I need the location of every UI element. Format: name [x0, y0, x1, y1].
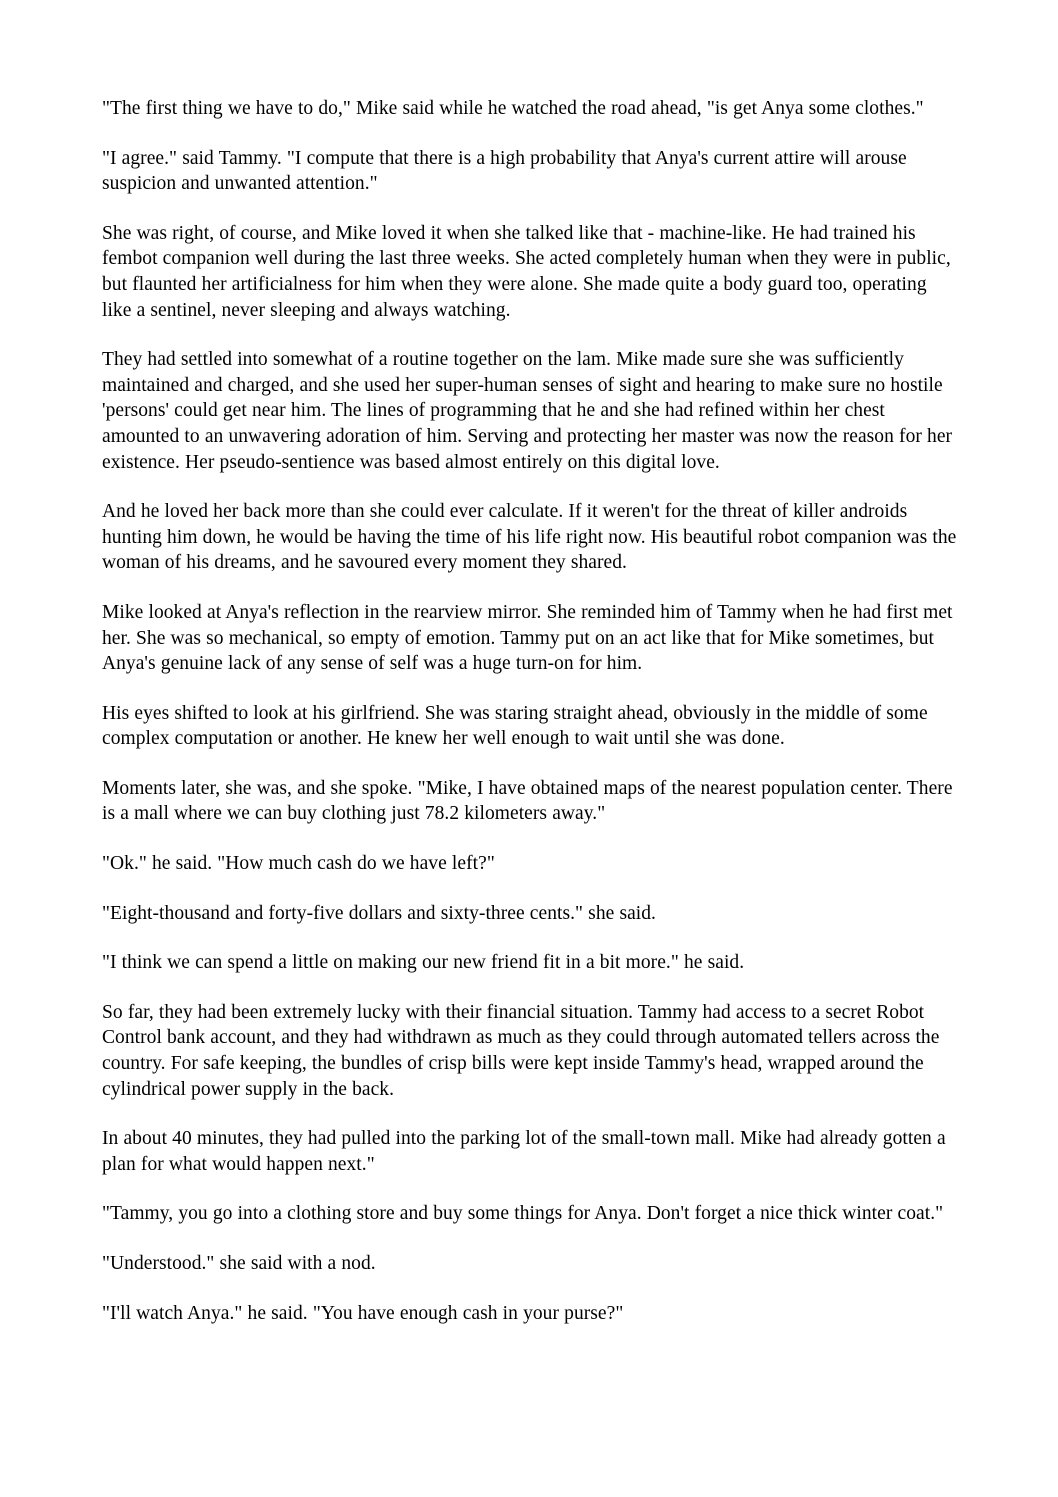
- paragraph: "Eight-thousand and forty-five dollars and sixty-three cents." she said.: [102, 902, 656, 924]
- document-body: [102, 96, 958, 1326]
- paragraph: His eyes shifted to look at his girlfriend. She was staring straight ahead, obviously in the middle of some complex computation or another. He knew her well enough to wait until she was done.: [102, 702, 928, 750]
- paragraph: "I think we can spend a little on making our new friend fit in a bit more." he said.: [102, 952, 745, 974]
- paragraph: And he loved her back more than she could ever calculate. If it weren't for the threat of killer androids hunting him down, he would be having the time of his life right now. His beautiful robot companion was the woman of his dreams, and he savoured every moment they shared.: [102, 501, 957, 574]
- paragraph: In about 40 minutes, they had pulled into the parking lot of the small-town mall. Mike had already gotten a plan for what would happen next.": [102, 1128, 946, 1175]
- paragraph: "Ok." he said. "How much cash do we have left?": [102, 853, 495, 875]
- paragraph: They had settled into somewhat of a routine together on the lam. Mike made sure she was sufficiently maintained and charged, and she used her super-human senses of sight and hearing to make sure no hostile 'persons' could get near him. The lines of programming that he and she had refined within her chest amounted to an unwavering adoration of him. Serving and protecting her master was now the reason for her existence. Her pseudo-sentience was based almost entirely on this digital love.: [102, 349, 953, 473]
- paragraph: "The first thing we have to do," Mike said while he watched the road ahead, "is get Anya some clothes.": [102, 98, 924, 119]
- paragraph: "I'll watch Anya." he said. "You have enough cash in your purse?": [102, 1302, 624, 1324]
- paragraph: So far, they had been extremely lucky with their financial situation. Tammy had access to a secret Robot Control bank account, and they had withdrawn as much as they could through automated tellers across the country. For safe keeping, the bundles of crisp bills were kept inside Tammy's head, wrapped around the cylindrical power supply in the back.: [102, 1001, 940, 1100]
- paragraph: "Understood." she said with a nod.: [102, 1253, 376, 1274]
- paragraph: "Tammy, you go into a clothing store and buy some things for Anya. Don't forget a nice thick winter coat.": [102, 1203, 944, 1225]
- paragraph: "I agree." said Tammy. "I compute that there is a high probability that Anya's current attire will arouse suspicion and unwanted attention.": [102, 147, 907, 195]
- paragraph: Mike looked at Anya's reflection in the rearview mirror. She reminded him of Tammy when he had first met her. She was so mechanical, so empty of emotion. Tammy put on an act like that for Mike sometimes, but Anya's genuine lack of any sense of self was a huge turn-on for him.: [102, 601, 953, 675]
- paragraph: She was right, of course, and Mike loved it when she talked like that - machine-like. He had trained his fembot companion well during the last three weeks. She acted completely human when they were in public, but flaunted her artificialness for him when they were alone. She made quite a body guard too, operating like a sentinel, never sleeping and always watching.: [102, 222, 951, 321]
- paragraph: Moments later, she was, and she spoke. "Mike, I have obtained maps of the nearest population center. There is a mall where we can buy clothing just 78.2 kilometers away.": [102, 777, 953, 825]
